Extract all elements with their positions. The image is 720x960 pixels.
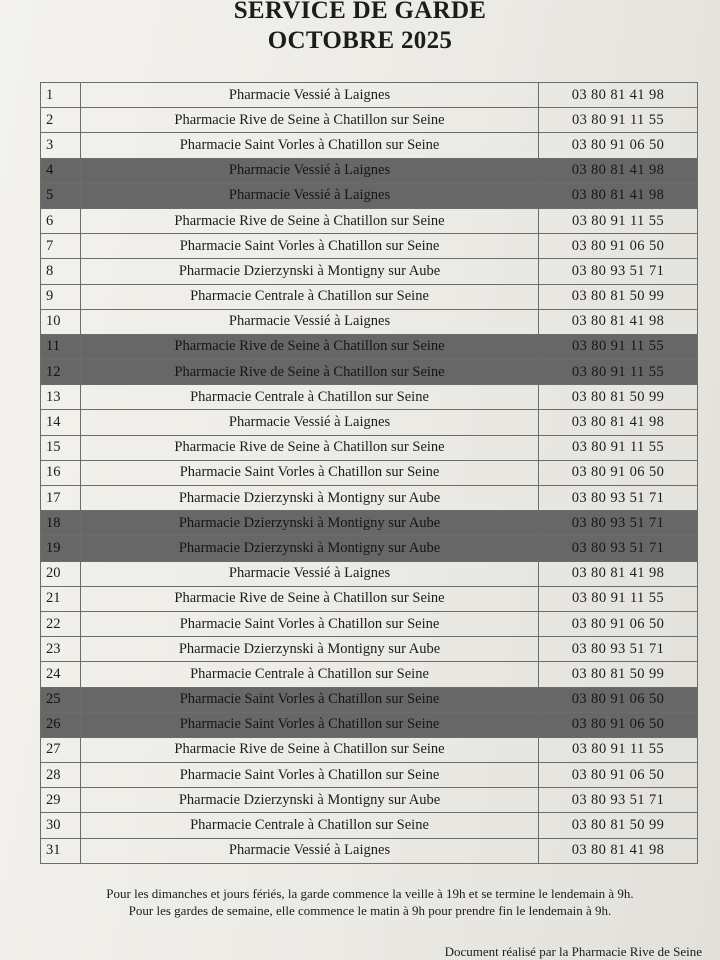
pharmacy-cell: Pharmacie Centrale à Chatillon sur Seine: [81, 813, 539, 838]
pharmacy-cell: Pharmacie Vessié à Laignes: [81, 410, 539, 435]
day-cell: 12: [41, 360, 81, 385]
schedule-row: [41, 712, 698, 737]
day-cell: 23: [41, 637, 81, 662]
title-line-month: OCTOBRE 2025: [267, 27, 453, 54]
day-cell: 29: [41, 788, 81, 813]
phone-cell: 03 80 91 06 50: [539, 460, 698, 485]
day-cell: 6: [41, 208, 81, 233]
phone-cell: 03 80 81 50 99: [539, 284, 698, 309]
day-cell: 18: [41, 511, 81, 536]
day-cell: 24: [41, 662, 81, 687]
phone-cell: 03 80 81 41 98: [539, 309, 698, 334]
schedule-row: [41, 83, 698, 108]
pharmacy-cell: Pharmacie Saint Vorles à Chatillon sur Seine: [81, 460, 539, 485]
schedule-row: [41, 158, 698, 183]
schedule-row: [41, 586, 698, 611]
schedule-row: [41, 360, 698, 385]
footer-credit: Document réalisé par la Pharmacie Rive de Seine: [444, 944, 702, 959]
pharmacy-cell: Pharmacie Dzierzynski à Montigny sur Aube: [81, 536, 539, 561]
pharmacy-cell: Pharmacie Rive de Seine à Chatillon sur Seine: [81, 737, 539, 762]
day-cell: 15: [41, 435, 81, 460]
phone-cell: 03 80 93 51 71: [539, 637, 698, 662]
phone-cell: 03 80 81 50 99: [539, 813, 698, 838]
phone-cell: 03 80 91 06 50: [539, 763, 698, 788]
pharmacy-cell: Pharmacie Rive de Seine à Chatillon sur Seine: [81, 334, 539, 359]
phone-cell: 03 80 81 41 98: [539, 561, 698, 586]
title-line-service: SERVICE DE GARDE: [233, 0, 487, 24]
duty-schedule-table: [40, 82, 698, 864]
schedule-row: [41, 183, 698, 208]
phone-cell: 03 80 91 11 55: [539, 360, 698, 385]
phone-cell: 03 80 91 11 55: [539, 737, 698, 762]
day-cell: 2: [41, 108, 81, 133]
phone-cell: 03 80 91 11 55: [539, 435, 698, 460]
note-weekdays: Pour les gardes de semaine, elle commence le matin à 9h pour prendre fin le lendemain à 9h.: [128, 903, 612, 918]
day-cell: 26: [41, 712, 81, 737]
schedule-row: [41, 309, 698, 334]
page-title: [0, 0, 720, 56]
day-cell: 17: [41, 486, 81, 511]
schedule-row: [41, 208, 698, 233]
pharmacy-cell: Pharmacie Centrale à Chatillon sur Seine: [81, 662, 539, 687]
phone-cell: 03 80 91 06 50: [539, 133, 698, 158]
day-cell: 4: [41, 158, 81, 183]
schedule-row: [41, 410, 698, 435]
day-cell: 14: [41, 410, 81, 435]
day-cell: 30: [41, 813, 81, 838]
day-cell: 28: [41, 763, 81, 788]
schedule-row: [41, 662, 698, 687]
pharmacy-cell: Pharmacie Rive de Seine à Chatillon sur Seine: [81, 360, 539, 385]
day-cell: 8: [41, 259, 81, 284]
phone-cell: 03 80 81 41 98: [539, 158, 698, 183]
schedule-row: [41, 486, 698, 511]
phone-cell: 03 80 93 51 71: [539, 259, 698, 284]
day-cell: 16: [41, 460, 81, 485]
phone-cell: 03 80 81 50 99: [539, 662, 698, 687]
pharmacy-cell: Pharmacie Saint Vorles à Chatillon sur Seine: [81, 611, 539, 636]
phone-cell: 03 80 81 50 99: [539, 385, 698, 410]
phone-cell: 03 80 93 51 71: [539, 486, 698, 511]
schedule-row: [41, 763, 698, 788]
day-cell: 21: [41, 586, 81, 611]
day-cell: 10: [41, 309, 81, 334]
schedule-body: [41, 83, 698, 864]
phone-cell: 03 80 91 11 55: [539, 108, 698, 133]
schedule-row: [41, 611, 698, 636]
schedule-row: [41, 460, 698, 485]
schedule-row: [41, 737, 698, 762]
schedule-row: [41, 838, 698, 863]
phone-cell: 03 80 93 51 71: [539, 788, 698, 813]
pharmacy-cell: Pharmacie Vessié à Laignes: [81, 183, 539, 208]
phone-cell: 03 80 91 11 55: [539, 586, 698, 611]
pharmacy-cell: Pharmacie Dzierzynski à Montigny sur Aube: [81, 637, 539, 662]
phone-cell: 03 80 91 06 50: [539, 687, 698, 712]
pharmacy-cell: Pharmacie Saint Vorles à Chatillon sur Seine: [81, 687, 539, 712]
phone-cell: 03 80 91 06 50: [539, 611, 698, 636]
phone-cell: 03 80 91 11 55: [539, 208, 698, 233]
schedule-row: [41, 385, 698, 410]
day-cell: 27: [41, 737, 81, 762]
day-cell: 19: [41, 536, 81, 561]
pharmacy-cell: Pharmacie Vessié à Laignes: [81, 561, 539, 586]
day-cell: 20: [41, 561, 81, 586]
phone-cell: 03 80 93 51 71: [539, 511, 698, 536]
pharmacy-cell: Pharmacie Centrale à Chatillon sur Seine: [81, 284, 539, 309]
pharmacy-cell: Pharmacie Rive de Seine à Chatillon sur Seine: [81, 108, 539, 133]
pharmacy-cell: Pharmacie Rive de Seine à Chatillon sur Seine: [81, 586, 539, 611]
day-cell: 7: [41, 234, 81, 259]
schedule-row: [41, 637, 698, 662]
pharmacy-cell: Pharmacie Dzierzynski à Montigny sur Aube: [81, 511, 539, 536]
phone-cell: 03 80 91 06 50: [539, 234, 698, 259]
day-cell: 3: [41, 133, 81, 158]
phone-cell: 03 80 81 41 98: [539, 410, 698, 435]
pharmacy-cell: Pharmacie Saint Vorles à Chatillon sur Seine: [81, 763, 539, 788]
notes: [0, 885, 720, 919]
schedule-row: [41, 687, 698, 712]
schedule-row: [41, 536, 698, 561]
pharmacy-cell: Pharmacie Dzierzynski à Montigny sur Aube: [81, 259, 539, 284]
schedule-row: [41, 133, 698, 158]
schedule-row: [41, 435, 698, 460]
pharmacy-cell: Pharmacie Vessié à Laignes: [81, 158, 539, 183]
day-cell: 1: [41, 83, 81, 108]
day-cell: 9: [41, 284, 81, 309]
day-cell: 11: [41, 334, 81, 359]
phone-cell: 03 80 91 06 50: [539, 712, 698, 737]
day-cell: 31: [41, 838, 81, 863]
pharmacy-cell: Pharmacie Saint Vorles à Chatillon sur Seine: [81, 712, 539, 737]
day-cell: 22: [41, 611, 81, 636]
day-cell: 5: [41, 183, 81, 208]
schedule-row: [41, 334, 698, 359]
phone-cell: 03 80 93 51 71: [539, 536, 698, 561]
schedule-row: [41, 788, 698, 813]
schedule-row: [41, 561, 698, 586]
schedule-row: [41, 108, 698, 133]
phone-cell: 03 80 91 11 55: [539, 334, 698, 359]
note-weekend-holidays: Pour les dimanches et jours fériés, la garde commence la veille à 19h et se termine le lendemain à 9h.: [106, 886, 634, 901]
schedule-row: [41, 284, 698, 309]
pharmacy-cell: Pharmacie Vessié à Laignes: [81, 83, 539, 108]
pharmacy-cell: Pharmacie Vessié à Laignes: [81, 838, 539, 863]
pharmacy-cell: Pharmacie Dzierzynski à Montigny sur Aube: [81, 486, 539, 511]
schedule-row: [41, 259, 698, 284]
day-cell: 13: [41, 385, 81, 410]
day-cell: 25: [41, 687, 81, 712]
pharmacy-cell: Pharmacie Saint Vorles à Chatillon sur Seine: [81, 234, 539, 259]
phone-cell: 03 80 81 41 98: [539, 83, 698, 108]
pharmacy-cell: Pharmacie Saint Vorles à Chatillon sur Seine: [81, 133, 539, 158]
pharmacy-cell: Pharmacie Vessié à Laignes: [81, 309, 539, 334]
pharmacy-cell: Pharmacie Rive de Seine à Chatillon sur Seine: [81, 435, 539, 460]
pharmacy-cell: Pharmacie Dzierzynski à Montigny sur Aube: [81, 788, 539, 813]
pharmacy-cell: Pharmacie Centrale à Chatillon sur Seine: [81, 385, 539, 410]
schedule-row: [41, 234, 698, 259]
schedule-row: [41, 511, 698, 536]
pharmacy-cell: Pharmacie Rive de Seine à Chatillon sur Seine: [81, 208, 539, 233]
phone-cell: 03 80 81 41 98: [539, 183, 698, 208]
phone-cell: 03 80 81 41 98: [539, 838, 698, 863]
schedule-row: [41, 813, 698, 838]
